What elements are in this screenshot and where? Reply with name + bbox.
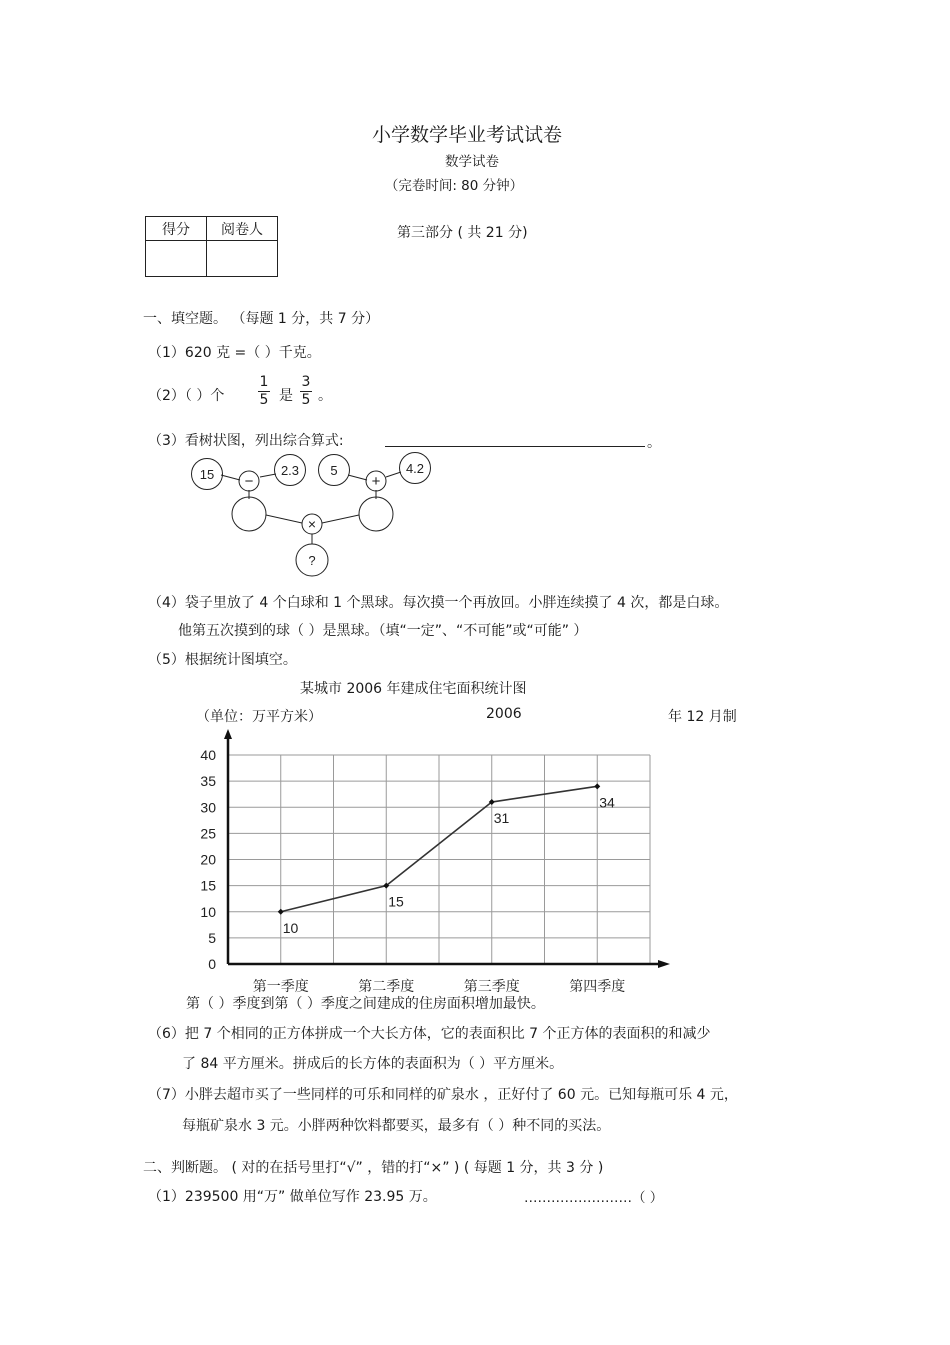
- y-axis-arrow-icon: [224, 729, 232, 739]
- score-cell[interactable]: [146, 241, 207, 277]
- chart-question: 第（ ）季度到第（ ）季度之间建成的住房面积增加最快。: [186, 996, 545, 1012]
- time-note: （完卷时间: 80 分钟）: [384, 178, 524, 194]
- x-category-label: 第一季度: [252, 979, 309, 995]
- fraction-denominator: 5: [259, 392, 269, 408]
- chart-year-label: 2006: [486, 706, 522, 722]
- y-tick-label: 20: [200, 851, 216, 868]
- score-header: 得分: [146, 217, 207, 241]
- fraction-numerator: 1: [259, 374, 269, 390]
- tree-edge: [348, 475, 367, 480]
- x-axis-arrow-icon: [658, 960, 670, 968]
- line-chart: [190, 725, 690, 1010]
- tree-edge: [260, 474, 276, 477]
- data-label: 31: [493, 810, 510, 827]
- exam-subtitle: 数学试卷: [445, 154, 499, 170]
- tree-label: 4.2: [405, 461, 425, 476]
- data-label: 15: [388, 893, 404, 910]
- tree-blank-node[interactable]: [359, 497, 393, 531]
- question-6-line2: 了 84 平方厘米。拼成后的长方体的表面积为（ ）平方厘米。: [182, 1056, 564, 1072]
- minus-icon: −: [244, 473, 254, 490]
- tree-blank-node[interactable]: [232, 497, 266, 531]
- section2-heading: 二、判断题。 ( 对的在括号里打“√” ，错的打“×” ) ( 每题 1 分，共 3 分 ): [143, 1160, 604, 1176]
- q2-prefix: （2）（ ）个: [148, 388, 225, 404]
- question-1: （1）620 克 =（ ）千克。: [148, 345, 321, 361]
- y-tick-label: 25: [200, 825, 216, 842]
- chart-title: 某城市 2006 年建成住宅面积统计图: [300, 681, 527, 697]
- grader-cell[interactable]: [207, 241, 278, 277]
- data-label: 10: [282, 919, 299, 936]
- x-category-label: 第四季度: [569, 979, 626, 995]
- tree-edge: [386, 472, 401, 477]
- fraction-three-fifths: [298, 374, 314, 409]
- question-7-line1: （7）小胖去超市买了一些同样的可乐和同样的矿泉水 ，正好付了 60 元。已知每瓶可乐 4 元，: [148, 1087, 738, 1103]
- y-tick-label: 30: [200, 799, 216, 816]
- y-tick-label: 0: [208, 956, 216, 972]
- times-icon: ×: [307, 516, 317, 532]
- data-point: [278, 909, 284, 915]
- question-3: （3）看树状图，列出综合算式:: [148, 433, 344, 449]
- part-heading: 第三部分 ( 共 21 分): [397, 225, 528, 241]
- judgement-question-1: （1）239500 用“万” 做单位写作 23.95 万。: [148, 1189, 437, 1205]
- section1-heading: 一、填空题。 （每题 1 分，共 7 分）: [143, 311, 380, 327]
- x-category-label: 第三季度: [463, 979, 520, 995]
- tree-label: ?: [308, 553, 316, 568]
- q2-middle: 是: [279, 388, 293, 404]
- y-tick-label: 35: [200, 773, 216, 790]
- tree-diagram: [185, 450, 445, 580]
- exam-title: 小学数学毕业考试试卷: [371, 124, 562, 146]
- fraction-one-fifth: [256, 374, 272, 409]
- y-tick-label: 10: [200, 903, 216, 920]
- question-7-line2: 每瓶矿泉水 3 元。小胖两种饮料都要买，最多有（ ）种不同的买法。: [182, 1118, 611, 1134]
- y-tick-label: 15: [200, 877, 216, 894]
- fraction-denominator: 5: [301, 392, 311, 408]
- fraction-numerator: 3: [301, 374, 311, 390]
- q2-suffix: 。: [318, 388, 332, 404]
- score-table: [145, 216, 278, 277]
- tree-edge: [266, 515, 302, 523]
- plus-icon: +: [371, 473, 381, 490]
- y-tick-label: 40: [200, 747, 216, 763]
- x-category-label: 第二季度: [358, 979, 415, 995]
- tree-label: 5: [330, 463, 338, 478]
- question-6-line1: （6）把 7 个相同的正方体拼成一个大长方体，它的表面积比 7 个正方体的表面积的和减少: [148, 1026, 711, 1042]
- question-5: （5）根据统计图填空。: [148, 652, 297, 668]
- question-4-line2: 他第五次摸到的球（ ）是黑球。（填“一定”、“不可能”或“可能” ）: [178, 623, 588, 639]
- tree-label: 2.3: [280, 463, 300, 478]
- data-point: [594, 783, 600, 789]
- q3-end: 。: [647, 435, 661, 451]
- tree-edge: [322, 515, 359, 523]
- judgement-answer-blank[interactable]: ……………………（ ）: [524, 1190, 664, 1206]
- tree-label: 15: [199, 467, 215, 482]
- tree-edge: [221, 475, 240, 480]
- chart-unit-label: （单位：万平方米）: [196, 709, 322, 725]
- data-label: 34: [599, 794, 615, 811]
- y-tick-label: 5: [208, 929, 216, 946]
- chart-made-label: 年 12 月制: [668, 709, 737, 725]
- answer-line[interactable]: [385, 446, 645, 447]
- question-4-line1: （4）袋子里放了 4 个白球和 1 个黑球。每次摸一个再放回。小胖连续摸了 4 次，都是白球。: [148, 595, 729, 611]
- grader-header: 阅卷人: [207, 217, 278, 241]
